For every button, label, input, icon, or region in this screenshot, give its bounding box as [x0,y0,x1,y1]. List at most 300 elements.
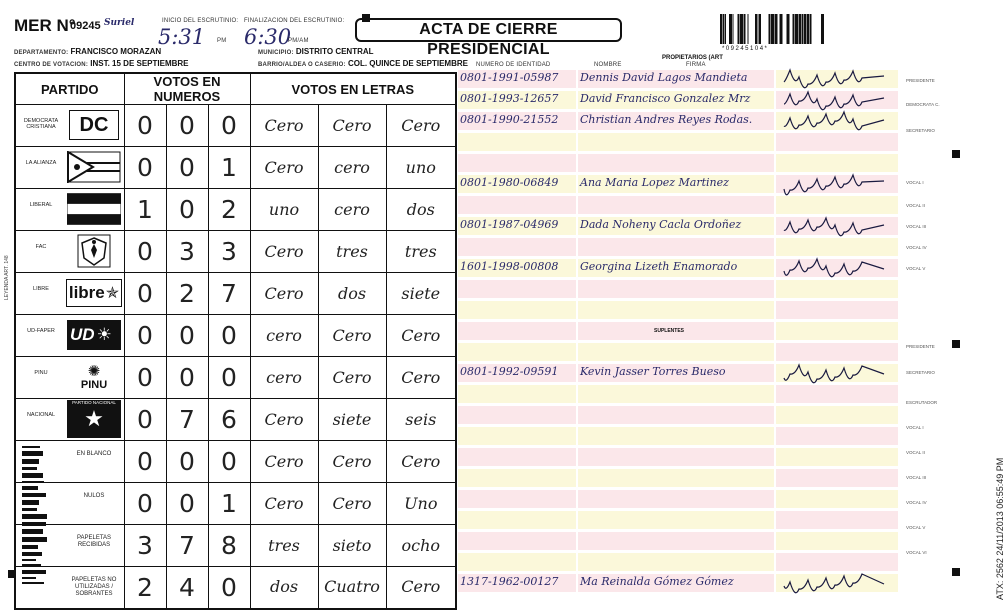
votes-word: siete [401,283,441,303]
fac-shield-icon [77,234,111,268]
nombre-field [578,259,774,277]
identidad-column-label: NUMERO DE IDENTIDAD [476,62,551,68]
totals-digit-cell [166,441,208,483]
departamento-label: DEPARTAMENTO: [14,50,69,56]
votes-word: cero [334,157,370,177]
votes-word: dos [406,199,435,219]
votes-word: Cero [264,409,304,429]
votes-digit: 0 [137,111,153,140]
nombre-column-label: NOMBRE [594,62,622,68]
votes-word: Cero [401,115,441,135]
municipio-label: MUNICIPIO: [258,50,294,56]
centro-row [14,59,189,68]
register-row [458,574,898,594]
party-cell [15,357,124,399]
votes-word: Cero [264,115,304,135]
votes-word-cell [250,231,318,273]
votes-word: cero [266,325,302,345]
votes-digit: 0 [179,195,195,224]
end-time-label: FINALIZACION DEL ESCRUTINIO: [244,18,345,24]
firma-field [776,322,898,340]
votes-digit-cell [166,273,208,315]
nombre-value: Dada Noheny Cacla Ordoñez [580,218,742,231]
register-row [458,511,898,531]
pinu-logo [81,364,107,391]
party-name: UD-FAPER [27,328,55,334]
side-role-label: SECRETARIO [906,128,935,133]
votes-digit: 3 [179,237,195,266]
totals-word: Cero [264,451,304,471]
votes-digit: 0 [221,111,237,140]
votes-digit: 0 [221,321,237,350]
identidad-field [458,238,576,256]
signature-image [780,358,890,386]
register-row [458,490,898,510]
registration-mark [362,14,370,22]
votes-word: Cero [264,283,304,303]
totals-word-cell [250,567,318,609]
dc-logo-icon: DC [69,110,119,140]
register-row [458,175,898,195]
firma-field [776,448,898,466]
totals-digit-cell [124,441,166,483]
register-row [458,448,898,468]
firma-field [776,133,898,151]
votes-digit-cell [124,273,166,315]
nombre-field [578,112,774,130]
totals-word: dos [269,577,299,597]
side-role-label: VOCAL V [906,266,926,271]
registration-mark [952,150,960,158]
alianza-flag-icon [67,151,121,183]
side-role-label: VOCAL V [906,525,926,530]
totals-word: Cuatro [324,577,380,597]
nombre-field [578,343,774,361]
votes-word-cell [250,399,318,441]
star-icon: ✯ [105,285,120,302]
totals-word-cell [318,567,386,609]
register-row [458,406,898,426]
totals-digit: 3 [137,531,153,560]
party-logo [67,192,121,226]
identidad-field [458,154,576,172]
totals-word: Cero [332,493,372,513]
register-row [458,133,898,153]
identidad-field [458,448,576,466]
side-role-label: VOCAL VI [906,550,927,555]
totals-digit: 0 [137,489,153,518]
votes-word-cell [250,147,318,189]
party-cell [15,273,124,315]
side-role-label: PRESIDENTE [906,78,935,83]
party-name: LA ALIANZA [25,160,57,166]
totals-digit-cell [208,525,250,567]
side-role-label: ESCRUTADOR [906,400,938,405]
party-logo [67,318,121,352]
barrio-label: BARRIO/ALDEA O CASERIO: [258,62,346,68]
totals-digit: 1 [221,489,237,518]
propietarios-label: PROPIETARIOS (ART [662,55,723,61]
totals-word-cell [318,525,386,567]
totals-digit: 0 [179,489,195,518]
identidad-value: 0801-1991-05987 [460,71,559,84]
totals-word-cell [386,441,456,483]
nombre-value: David Francisco Gonzalez Mrz [580,92,751,105]
votes-word: uno [268,199,300,219]
identidad-value: 0801-1987-04969 [460,218,559,231]
votes-word-cell [386,105,456,147]
register-row [458,532,898,552]
votes-word: dos [337,283,367,303]
identidad-field [458,532,576,550]
votes-digit-cell [166,357,208,399]
firma-field [776,532,898,550]
star-icon: ★ [84,406,104,431]
votes-word-cell [386,147,456,189]
votes-digit: 0 [137,279,153,308]
municipio-row [258,47,374,56]
left-edge-text: LEYENDA ART. 148 [4,255,10,300]
votes-digit-cell [124,105,166,147]
totals-label: EN BLANCO [76,451,112,457]
nombre-field [578,385,774,403]
nombre-field [578,280,774,298]
nombre-field [578,427,774,445]
signature-image [780,211,890,239]
nombre-field [578,469,774,487]
firma-field [776,490,898,508]
party-logo [67,276,121,310]
totals-word: tres [268,535,300,555]
votes-digit: 1 [221,153,237,182]
totals-digit-cell [166,525,208,567]
totals-word: Cero [401,577,441,597]
nombre-value: Ma Reinalda Gómez Gómez [580,575,734,588]
scan-timestamp: ATX: 2562 24/11/2013 06:55:49 PM [995,457,1005,600]
votes-digit: 0 [137,321,153,350]
identidad-field [458,574,576,592]
votes-digit: 0 [221,363,237,392]
firma-field [776,280,898,298]
identidad-field [458,490,576,508]
identidad-field [458,364,576,382]
totals-digit-cell [124,483,166,525]
ud-logo-text: UD [70,325,95,344]
nombre-value: Georgina Lizeth Enamorado [580,260,738,273]
identidad-value: 0801-1990-21552 [460,113,559,126]
votes-word: Cero [264,241,304,261]
votes-word: tres [404,241,437,261]
nombre-value: Christian Andres Reyes Rodas. [580,113,753,126]
side-role-label: VOCAL II [906,203,925,208]
votes-digit: 0 [179,111,195,140]
register-row [458,280,898,300]
votes-word-cell [386,357,456,399]
register-row [458,301,898,321]
identidad-field [458,133,576,151]
nombre-field [578,70,774,88]
totals-word-cell [386,567,456,609]
start-ampm: PM [217,38,227,44]
identidad-field [458,322,576,340]
libre-logo-text: libre [68,283,105,302]
firma-field [776,427,898,445]
votes-digit-cell [166,189,208,231]
barrio-row [258,59,468,68]
nombre-value: Ana Maria Lopez Martinez [580,176,729,189]
side-role-label: VOCAL I [906,425,924,430]
nombre-value: Kevin Jasser Torres Bueso [580,365,726,378]
totals-word-cell [250,441,318,483]
totals-digit-cell [166,483,208,525]
votes-digit: 7 [221,279,237,308]
totals-word: Cero [332,451,372,471]
liberal-flag-icon [67,192,121,226]
votes-word-cell [318,147,386,189]
votes-digit-cell [166,231,208,273]
centro-label: CENTRO DE VOTACION: [14,62,89,68]
side-labels [906,70,946,600]
totals-digit-cell [124,525,166,567]
firma-column-label: FIRMA [686,62,706,68]
firma-field [776,511,898,529]
party-logo [67,150,121,184]
votes-digit-cell [208,105,250,147]
identidad-value: 1601-1998-00808 [460,260,559,273]
header-partido: PARTIDO [15,73,124,105]
votes-word-cell [318,315,386,357]
votes-digit-cell [166,399,208,441]
votes-word-cell [250,189,318,231]
party-row [15,357,456,399]
votes-digit-cell [124,315,166,357]
votes-word-cell [318,231,386,273]
votes-word: Cero [264,157,304,177]
pinu-emblem-icon: ✺ [87,362,101,380]
identidad-field [458,259,576,277]
votes-table [14,72,457,610]
party-logo [67,402,121,436]
votes-digit-cell [208,399,250,441]
votes-digit: 2 [221,195,237,224]
side-role-label: VOCAL II [906,450,925,455]
signature-image [780,568,890,596]
votes-word: uno [405,157,436,177]
identidad-value: 1317-1962-00127 [460,575,559,588]
nombre-field [578,238,774,256]
votes-digit: 0 [137,405,153,434]
votes-word: Cero [332,325,372,345]
party-name: LIBRE [33,286,49,292]
register-row [458,385,898,405]
nombre-value: Dennis David Lagos Mandieta [580,71,748,84]
totals-digit-cell [166,567,208,609]
nombre-field [578,406,774,424]
votes-digit: 0 [179,363,195,392]
votes-word-cell [318,189,386,231]
totals-digit: 0 [221,447,237,476]
signature-image [780,169,890,197]
identidad-value: 0801-1980-06849 [460,176,559,189]
register-row [458,217,898,237]
totals-digit-cell [208,441,250,483]
sun-icon: ☀ [96,325,112,344]
votes-digit-cell [166,147,208,189]
identidad-field [458,385,576,403]
table-header-row [15,73,456,105]
totals-label: NULOS [83,493,105,499]
mer-handwritten-mark: Suriel [104,18,135,28]
signature-image [780,106,890,134]
end-time-value: 6:30 [244,25,292,49]
votes-digit-cell [208,357,250,399]
identidad-field [458,301,576,319]
votes-word: tres [336,241,368,261]
totals-word: Cero [401,451,441,471]
departamento-row [14,47,161,56]
nombre-field [578,553,774,571]
nombre-field [578,175,774,193]
votes-digit-cell [124,147,166,189]
totals-word-cell [318,483,386,525]
nombre-field [578,448,774,466]
register-row [458,427,898,447]
ud-logo [67,320,121,350]
totals-word-cell [386,483,456,525]
pinu-logo-text: PINU [80,378,108,391]
register-row [458,259,898,279]
votes-digit: 1 [137,195,153,224]
votes-digit-cell [208,189,250,231]
identidad-field [458,343,576,361]
mer-number: 09245 [70,20,101,32]
votes-word: Cero [401,367,441,387]
party-row [15,315,456,357]
nacional-logo [67,400,121,438]
votes-word-cell [250,315,318,357]
identidad-value: 0801-1992-09591 [460,365,559,378]
firma-field [776,301,898,319]
votes-word-cell [250,357,318,399]
totals-row [15,525,456,567]
side-role-label: DEMOCRATA C. [906,102,940,107]
party-cell [15,315,124,357]
nombre-field [578,574,774,592]
party-name: LIBERAL [29,202,53,208]
registration-mark [952,568,960,576]
side-role-label: VOCAL III [906,224,927,229]
register-area [458,70,898,600]
party-row [15,147,456,189]
identidad-field [458,217,576,235]
mer-label: MER N° [14,16,76,35]
votes-word-cell [386,273,456,315]
votes-digit-cell [124,357,166,399]
votes-digit-cell [166,315,208,357]
barcode-image [720,14,824,44]
totals-digit-cell [208,567,250,609]
votes-word-cell [386,399,456,441]
totals-label: PAPELETAS NO UTILIZADAS / SOBRANTES [71,577,117,597]
suplentes-label: SUPLENTES [654,328,685,334]
side-role-label: VOCAL III [906,475,927,480]
side-role-label: VOCAL IV [906,245,927,250]
registration-mark [8,570,16,578]
totals-digit: 8 [221,531,237,560]
votes-digit: 6 [221,405,237,434]
nombre-field [578,217,774,235]
votes-digit: 0 [137,237,153,266]
party-name: NACIONAL [26,412,56,418]
totals-row [15,441,456,483]
register-row [458,112,898,132]
votes-digit-cell [208,147,250,189]
header-votos-letras: VOTOS EN LETRAS [250,73,456,105]
registration-mark [952,340,960,348]
nombre-field [578,133,774,151]
identidad-value: 0801-1993-12657 [460,92,559,105]
totals-digit: 7 [179,531,195,560]
nombre-field [578,490,774,508]
party-name: DEMOCRATA CRISTIANA [23,118,59,130]
identidad-field [458,406,576,424]
identidad-field [458,511,576,529]
barcode-number: *09245104* [722,46,769,52]
totals-word-cell [250,483,318,525]
identidad-field [458,112,576,130]
totals-row [15,567,456,609]
identidad-field [458,91,576,109]
start-time-label: INICIO DEL ESCRUTINIO: [162,18,239,24]
end-ampm: PM/AM [288,38,309,44]
nombre-field [578,154,774,172]
totals-digit-cell [124,567,166,609]
party-cell [15,399,124,441]
departamento-value: FRANCISCO MORAZAN [70,47,162,56]
votes-digit: 0 [179,321,195,350]
identidad-field [458,553,576,571]
votes-word: Cero [332,115,372,135]
votes-word: siete [332,409,372,429]
totals-row [15,483,456,525]
party-row [15,231,456,273]
identidad-field [458,70,576,88]
identidad-field [458,427,576,445]
votes-word-cell [318,357,386,399]
votes-word: cero [334,199,370,219]
party-row [15,189,456,231]
identidad-field [458,469,576,487]
identidad-field [458,196,576,214]
votes-digit: 0 [137,153,153,182]
votes-word: Cero [401,325,441,345]
votes-word: Cero [332,367,372,387]
totals-word-cell [318,441,386,483]
totals-digit-cell [208,483,250,525]
totals-digit: 0 [221,572,237,602]
votes-digit: 0 [179,153,195,182]
totals-word: Cero [264,493,304,513]
votes-word: seis [405,409,437,429]
nombre-field [578,196,774,214]
register-row [458,364,898,384]
totals-word-cell [386,525,456,567]
libre-logo [66,279,122,307]
side-role-label: VOCAL IV [906,500,927,505]
party-logo [67,108,121,142]
municipio-value: DISTRITO CENTRAL [295,47,374,56]
votes-digit-cell [124,399,166,441]
